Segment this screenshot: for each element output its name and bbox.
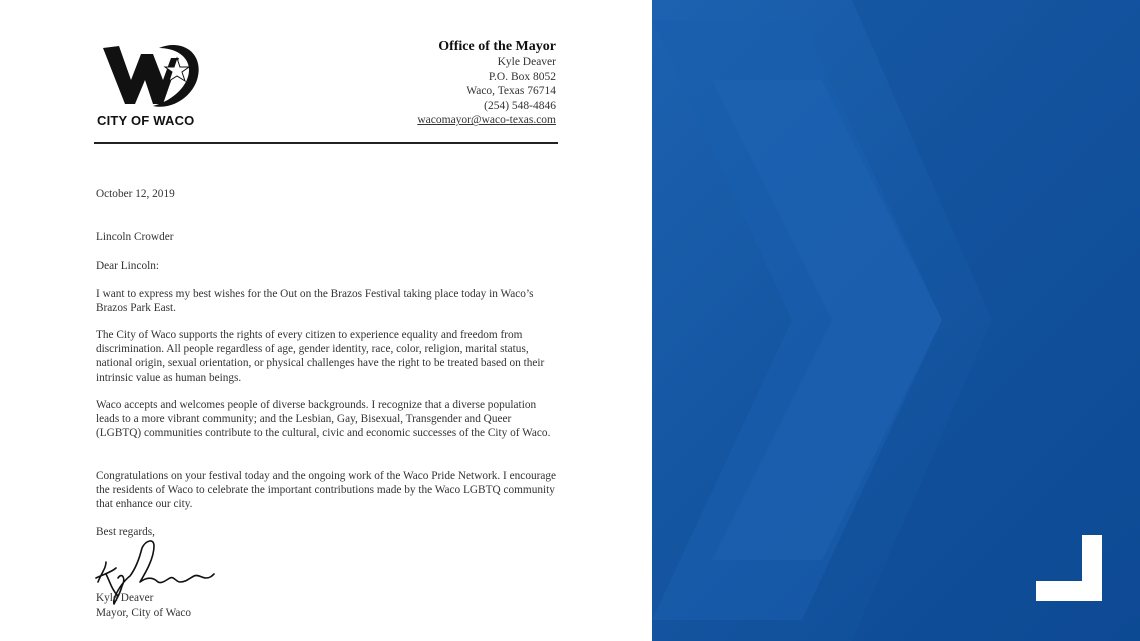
letter-recipient: Lincoln Crowder (96, 231, 174, 243)
email-link[interactable]: wacomayor@waco-texas.com (417, 114, 556, 127)
letter-paragraph-3: Waco accepts and welcomes people of diverse backgrounds. I recognize that a diverse population leads to a more vibrant community; and the Lesbian, Gay, Bisexual, Transgender and Queer (LGBTQ) communities contribute to the cultural, civic and economic successes of the City of Waco. (96, 399, 551, 440)
corner-bracket-icon (1036, 535, 1102, 601)
letter-closing: Best regards, (96, 526, 155, 538)
office-address-block (417, 38, 556, 128)
letter-paragraph-2: The City of Waco supports the rights of every citizen to experience equality and freedom from discrimination. All people regardless of age, gender identity, race, color, religion, marital status, national origin, sexual orientation, or physical challenges have the right to be treated based on their intrinsic value as human beings. (96, 329, 545, 384)
letter-salutation: Dear Lincoln: (96, 260, 160, 272)
letter-paragraph-1: I want to express my best wishes for the Out on the Brazos Festival taking place today in Waco’s Brazos Park East. (96, 288, 534, 315)
signer-name: Kyle Deaver (96, 592, 154, 604)
signer-block (96, 591, 191, 620)
city-logo (97, 40, 211, 130)
po-box: P.O. Box 8052 (488, 70, 556, 83)
header-rule (94, 142, 558, 144)
logo-text: CITY OF WACO (97, 113, 195, 128)
letter-paragraph-4: Congratulations on your festival today and the ongoing work of the Waco Pride Network. I encourage the residents of Waco to celebrate the important contributions made by the Waco LGBTQ community that enhance our city. (96, 470, 557, 511)
mayor-name: Kyle Deaver (497, 56, 556, 68)
office-title: Office of the Mayor (438, 39, 556, 54)
waco-w-star-logo-icon (101, 40, 205, 112)
phone-number: (254) 548-4846 (484, 99, 556, 112)
city-state-zip: Waco, Texas 76714 (466, 85, 556, 98)
letter-date: October 12, 2019 (96, 188, 175, 200)
signer-title: Mayor, City of Waco (96, 606, 192, 619)
blue-side-panel (652, 0, 1140, 641)
